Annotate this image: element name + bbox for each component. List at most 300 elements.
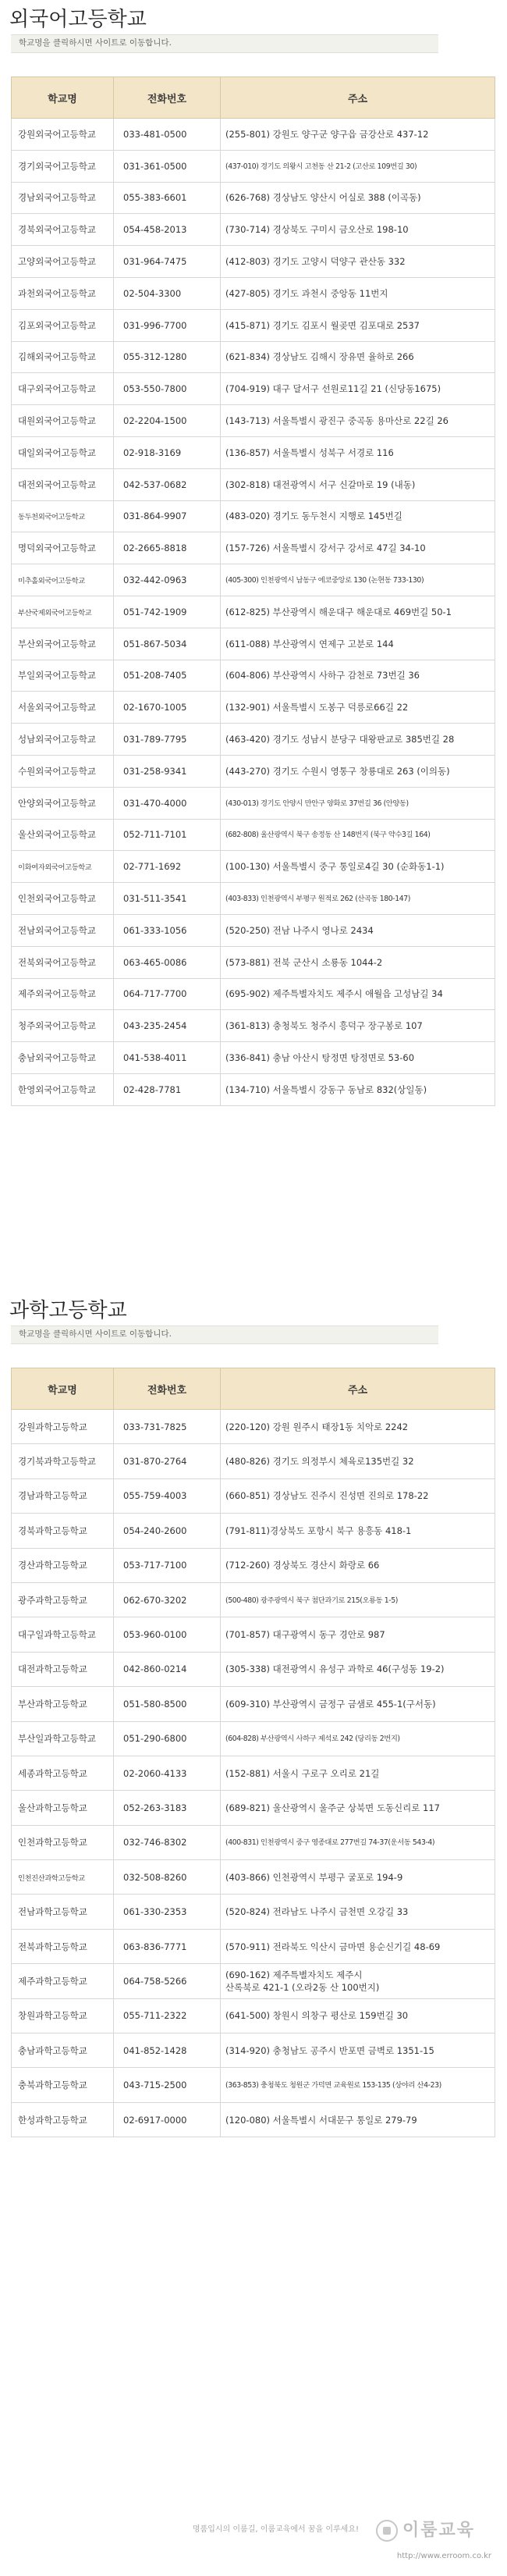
address-cell [221, 946, 495, 978]
address: (604-806) 부산광역시 사하구 감천로 73번길 36 [225, 670, 420, 681]
phone-number: 051-208-7405 [123, 670, 187, 681]
phone-number: 054-458-2013 [123, 224, 187, 236]
table-row [12, 692, 495, 724]
school-name-link-cell[interactable] [12, 1895, 114, 1929]
school-name-link[interactable]: 전남과학고등학교 [18, 1906, 87, 1918]
school-name-link[interactable]: 안양외국어고등학교 [18, 797, 96, 809]
table-row [12, 1687, 495, 1721]
school-name-link-cell[interactable] [12, 1929, 114, 1963]
address: (443-270) 경기도 수원시 영통구 창룡대로 263 (이의동) [225, 765, 450, 777]
school-name-link-cell[interactable] [12, 1652, 114, 1686]
school-name-link[interactable]: 부산국제외국어고등학교 [18, 608, 92, 617]
phone-number-cell [114, 660, 221, 692]
phone-number-cell [114, 532, 221, 564]
school-name-link-cell[interactable] [12, 1073, 114, 1105]
address-cell [221, 2068, 495, 2102]
phone-number: 051-580-8500 [123, 1698, 187, 1710]
table-row [12, 246, 495, 278]
address: (136-857) 서울특별시 성북구 서경로 116 [225, 447, 394, 458]
school-name-link[interactable]: 전북외국어고등학교 [18, 956, 96, 968]
school-name-link-cell[interactable] [12, 1617, 114, 1652]
table-row [12, 1756, 495, 1790]
phone-number: 031-870-2764 [123, 1456, 187, 1468]
school-name-link-cell[interactable] [12, 2102, 114, 2137]
address-cell [221, 119, 495, 151]
phone-number: 053-717-7100 [123, 1560, 187, 1571]
phone-number-cell [114, 2033, 221, 2068]
school-name-link-cell[interactable] [12, 1410, 114, 1444]
footer-url[interactable]: http://www.erroom.co.kr [396, 2552, 491, 2560]
phone-number-cell [114, 628, 221, 660]
header-phone: 전화번호 [114, 1368, 221, 1410]
phone-number-cell [114, 1721, 221, 1756]
school-name-link-cell[interactable] [12, 1687, 114, 1721]
phone-number: 055-312-1280 [123, 351, 187, 363]
header-school-name: 학교명 [12, 77, 114, 119]
address: (430-013) 경기도 안양시 만안구 양화로 37번길 36 (안양동) [225, 799, 409, 808]
address: (152-881) 서울시 구로구 오리로 21길 [225, 1767, 380, 1779]
address: (573-881) 전북 군산시 소룡동 1044-2 [225, 956, 383, 968]
address-cell [221, 309, 495, 341]
school-name-link[interactable]: 한성과학고등학교 [18, 2114, 87, 2126]
address-cell [221, 532, 495, 564]
phone-number: 02-771-1692 [123, 861, 182, 873]
phone-number-cell [114, 468, 221, 500]
phone-number: 061-330-2353 [123, 1906, 187, 1918]
school-name-link[interactable]: 울산외국어고등학교 [18, 829, 96, 841]
table-row [12, 1998, 495, 2033]
school-name-link-cell[interactable] [12, 532, 114, 564]
phone-number: 02-2665-8818 [123, 543, 187, 554]
school-name-link[interactable]: 전북과학고등학교 [18, 1941, 87, 1952]
school-name-link[interactable]: 부산일과학고등학교 [18, 1733, 96, 1745]
school-name-link[interactable]: 충남과학고등학교 [18, 2044, 87, 2056]
phone-number-cell [114, 2102, 221, 2137]
school-name-link-cell[interactable] [12, 628, 114, 660]
phone-number-cell [114, 500, 221, 532]
school-name-link-cell[interactable] [12, 1548, 114, 1582]
phone-number: 02-1670-1005 [123, 702, 187, 713]
school-name-link-cell[interactable] [12, 787, 114, 819]
school-name-link[interactable]: 전남외국어고등학교 [18, 924, 96, 936]
school-name-link[interactable]: 대구일과학고등학교 [18, 1629, 96, 1641]
school-name-link-cell[interactable] [12, 692, 114, 724]
school-name-link[interactable]: 대전과학고등학교 [18, 1663, 87, 1675]
address: (701-857) 대구광역시 동구 경안로 987 [225, 1629, 385, 1641]
section-subtitle-bar [11, 34, 438, 53]
address: (314-920) 충청남도 공주시 반포면 금벽로 1351-15 [225, 2044, 434, 2056]
phone-number-cell [114, 1860, 221, 1895]
phone-number: 031-361-0500 [123, 160, 187, 172]
address-cell [221, 564, 495, 596]
address-cell [221, 1929, 495, 1963]
phone-number: 031-864-9907 [123, 511, 187, 522]
address-cell [221, 883, 495, 915]
table-row [12, 819, 495, 851]
school-name-link[interactable]: 대전외국어고등학교 [18, 479, 96, 490]
school-name-link-cell[interactable] [12, 2033, 114, 2068]
school-name-link[interactable]: 인천외국어고등학교 [18, 893, 96, 905]
school-name-link[interactable]: 경기외국어고등학교 [18, 160, 96, 172]
phone-number-cell [114, 119, 221, 151]
table-header-row [12, 1368, 495, 1410]
table-row [12, 277, 495, 309]
phone-number: 051-742-1909 [123, 606, 187, 617]
address-cell [221, 436, 495, 468]
phone-number: 032-508-8260 [123, 1871, 187, 1883]
phone-number-cell [114, 246, 221, 278]
school-name-link-cell[interactable] [12, 246, 114, 278]
school-name-link-cell[interactable] [12, 150, 114, 182]
address-cell [221, 755, 495, 787]
table-row [12, 914, 495, 946]
phone-number: 031-258-9341 [123, 765, 187, 777]
school-name-link-cell[interactable] [12, 1010, 114, 1042]
phone-number-cell [114, 819, 221, 851]
phone-number: 055-759-4003 [123, 1490, 187, 1502]
address-cell [221, 341, 495, 373]
school-name-link[interactable]: 경남과학고등학교 [18, 1490, 87, 1502]
school-name-link[interactable]: 제주과학고등학교 [18, 1975, 87, 1987]
phone-number-cell [114, 1617, 221, 1652]
address-cell [221, 851, 495, 883]
school-name-link[interactable]: 부일외국어고등학교 [18, 670, 96, 681]
address: (336-841) 충남 아산시 탕정면 탕정면로 53-60 [225, 1052, 415, 1063]
school-name-link-cell[interactable] [12, 1825, 114, 1859]
phone-number: 032-746-8302 [123, 1837, 187, 1848]
school-name-link[interactable]: 김포외국어고등학교 [18, 319, 96, 331]
phone-number: 052-711-7101 [123, 829, 187, 841]
phone-number-cell [114, 596, 221, 628]
phone-number-cell [114, 946, 221, 978]
phone-number-cell [114, 755, 221, 787]
phone-number: 031-964-7475 [123, 256, 187, 268]
school-name-link[interactable]: 명덕외국어고등학교 [18, 543, 96, 554]
phone-number: 043-715-2500 [123, 2080, 187, 2091]
school-name-link[interactable]: 한영외국어고등학교 [18, 1083, 96, 1095]
school-name-link[interactable]: 경산과학고등학교 [18, 1560, 87, 1571]
address: (520-250) 전남 나주시 영나로 2434 [225, 924, 374, 936]
table-row [12, 1860, 495, 1895]
address: (682-808) 울산광역시 북구 송정동 산 148번지 (북구 약수3길 164) [225, 831, 431, 840]
school-name-link-cell[interactable] [12, 2068, 114, 2102]
school-name-link[interactable]: 경북외국어고등학교 [18, 224, 96, 236]
phone-number-cell [114, 1010, 221, 1042]
school-name-link[interactable]: 대원외국어고등학교 [18, 415, 96, 427]
address: (570-911) 전라북도 익산시 금마면 용순신기길 48-69 [225, 1941, 441, 1952]
school-name-link[interactable]: 성남외국어고등학교 [18, 734, 96, 745]
phone-number-cell [114, 1444, 221, 1478]
phone-number-cell [114, 405, 221, 437]
address-cell [221, 1721, 495, 1756]
school-name-link[interactable]: 울산과학고등학교 [18, 1802, 87, 1813]
table-row [12, 787, 495, 819]
erroom-logo[interactable] [376, 2515, 493, 2546]
address-cell [221, 1687, 495, 1721]
address-cell [221, 1652, 495, 1686]
school-name-link[interactable]: 충북과학고등학교 [18, 2080, 87, 2091]
table-row [12, 1652, 495, 1686]
school-name-link[interactable]: 김해외국어고등학교 [18, 351, 96, 363]
address: (134-710) 서울특별시 강동구 동남로 832(상일동) [225, 1083, 427, 1095]
address-cell [221, 277, 495, 309]
school-name-link-cell[interactable] [12, 1791, 114, 1825]
school-name-link-cell[interactable] [12, 978, 114, 1010]
address: (463-420) 경기도 성남시 분당구 대왕판교로 385번길 28 [225, 734, 455, 745]
school-name-link-cell[interactable] [12, 1964, 114, 1998]
table-row [12, 2102, 495, 2137]
phone-number: 054-240-2600 [123, 1525, 187, 1536]
phone-number-cell [114, 914, 221, 946]
address-cell [221, 500, 495, 532]
school-name-link-cell[interactable] [12, 373, 114, 405]
address: (611-088) 부산광역시 연제구 고분로 144 [225, 638, 394, 649]
address-cell [221, 405, 495, 437]
school-name-link-cell[interactable] [12, 277, 114, 309]
section-subtitle: 학교명을 클릭하시면 사이트로 이동합니다. [19, 38, 172, 48]
table-row [12, 1825, 495, 1859]
address: (120-080) 서울특별시 서대문구 통일로 279-79 [225, 2114, 417, 2126]
school-name-link-cell[interactable] [12, 914, 114, 946]
address-cell [221, 2033, 495, 2068]
address-cell [221, 1548, 495, 1582]
phone-number: 063-465-0086 [123, 956, 187, 968]
table-row [12, 1514, 495, 1548]
table-row [12, 978, 495, 1010]
phone-number-cell [114, 1756, 221, 1790]
school-name-link[interactable]: 미추홀외국어고등학교 [18, 577, 85, 586]
phone-number-cell [114, 1478, 221, 1513]
table-row [12, 341, 495, 373]
phone-number: 052-263-3183 [123, 1802, 187, 1813]
address: (791-811)경상북도 포항시 북구 용흥동 418-1 [225, 1525, 412, 1536]
school-name-link-cell[interactable] [12, 724, 114, 756]
table-row [12, 119, 495, 151]
phone-number: 02-2060-4133 [123, 1767, 187, 1779]
address: (621-834) 경상남도 김해시 장유면 율하로 266 [225, 351, 414, 363]
table-row [12, 1791, 495, 1825]
phone-number-cell [114, 724, 221, 756]
address-cell [221, 182, 495, 214]
table-row [12, 1410, 495, 1444]
phone-number-cell [114, 1652, 221, 1686]
phone-number: 042-537-0682 [123, 479, 187, 490]
phone-number-cell [114, 1998, 221, 2033]
phone-number-cell [114, 341, 221, 373]
table-row [12, 309, 495, 341]
school-name-link[interactable]: 부산과학고등학교 [18, 1698, 87, 1710]
school-name-link-cell[interactable] [12, 596, 114, 628]
foreign-language-school-table [11, 76, 495, 1106]
school-name-link[interactable]: 충남외국어고등학교 [18, 1052, 96, 1063]
school-name-link[interactable]: 경남외국어고등학교 [18, 192, 96, 204]
address: (302-818) 대전광역시 서구 신갈마로 19 (내동) [225, 479, 416, 490]
address: (415-871) 경기도 김포시 월곶면 김포대로 2537 [225, 319, 420, 331]
address-cell [221, 150, 495, 182]
table-row [12, 1721, 495, 1756]
school-name-link[interactable]: 청주외국어고등학교 [18, 1020, 96, 1032]
school-name-link-cell[interactable] [12, 309, 114, 341]
table-row [12, 660, 495, 692]
address: (403-866) 인천광역시 부평구 굴포로 194-9 [225, 1871, 403, 1883]
school-name-link-cell[interactable] [12, 405, 114, 437]
phone-number-cell [114, 1895, 221, 1929]
school-name-link[interactable]: 제주외국어고등학교 [18, 988, 96, 1000]
address-cell [221, 978, 495, 1010]
school-name-link[interactable]: 고양외국어고등학교 [18, 256, 96, 268]
address: (480-826) 경기도 의정부시 체육로135번길 32 [225, 1456, 414, 1468]
address-cell [221, 1042, 495, 1074]
address-cell [221, 787, 495, 819]
school-name-link[interactable]: 인천진산과학고등학교 [18, 1873, 85, 1883]
table-row [12, 851, 495, 883]
phone-number: 031-996-7700 [123, 319, 187, 331]
table-row [12, 1010, 495, 1042]
school-name-link[interactable]: 세종과학고등학교 [18, 1767, 87, 1779]
school-name-link-cell[interactable] [12, 1444, 114, 1478]
section-title: 외국어고등학교 [9, 8, 147, 31]
school-name-link-cell[interactable] [12, 1478, 114, 1513]
address-cell [221, 1073, 495, 1105]
table-row [12, 1444, 495, 1478]
school-name-link[interactable]: 인천과학고등학교 [18, 1837, 87, 1848]
table-row [12, 436, 495, 468]
address: (604-828) 부산광역시 사하구 제석로 242 (당리동 2번지) [225, 1735, 400, 1744]
address: (157-726) 서울특별시 강서구 강서로 47길 34-10 [225, 543, 426, 554]
school-name-link[interactable]: 대구외국어고등학교 [18, 383, 96, 395]
school-name-link[interactable]: 과천외국어고등학교 [18, 287, 96, 299]
table-row [12, 1929, 495, 1963]
phone-number-cell [114, 182, 221, 214]
address: (361-813) 충청북도 청주시 흥덕구 장구봉로 107 [225, 1020, 423, 1032]
school-name-link-cell[interactable] [12, 500, 114, 532]
phone-number: 033-481-0500 [123, 128, 187, 140]
school-name-link[interactable]: 서울외국어고등학교 [18, 702, 96, 713]
phone-number: 063-836-7771 [123, 1941, 187, 1952]
address-cell [221, 1791, 495, 1825]
school-name-link-cell[interactable] [12, 1514, 114, 1548]
school-name-link[interactable]: 수원외국어고등학교 [18, 765, 96, 777]
address: (626-768) 경상남도 양산시 어실로 388 (이곡동) [225, 192, 421, 204]
school-name-link-cell[interactable] [12, 1042, 114, 1074]
school-name-link[interactable]: 강원외국어고등학교 [18, 128, 96, 140]
school-name-link-cell[interactable] [12, 1756, 114, 1790]
address-cell [221, 2102, 495, 2137]
school-name-link-cell[interactable] [12, 214, 114, 246]
phone-number: 053-550-7800 [123, 383, 187, 395]
phone-number: 055-711-2322 [123, 2010, 187, 2022]
school-name-link-cell[interactable] [12, 819, 114, 851]
table-row [12, 946, 495, 978]
address: (100-130) 서울특별시 중구 통일로4길 30 (순화동1-1) [225, 861, 445, 873]
phone-number: 031-789-7795 [123, 734, 187, 745]
phone-number-cell [114, 309, 221, 341]
school-name-link[interactable]: 대일외국어고등학교 [18, 447, 96, 458]
school-name-link[interactable]: 경기북과학고등학교 [18, 1456, 96, 1468]
footer-slogan: 명품입시의 이룸길, 이룸교육에서 꿈을 이루세요! [192, 2525, 359, 2534]
school-name-link[interactable]: 광주과학고등학교 [18, 1594, 87, 1606]
school-name-link-cell[interactable] [12, 468, 114, 500]
address-cell [221, 246, 495, 278]
school-name-link-cell[interactable] [12, 436, 114, 468]
school-name-link-cell[interactable] [12, 755, 114, 787]
school-name-link-cell[interactable] [12, 946, 114, 978]
address: (730-714) 경상북도 구미시 금오산로 198-10 [225, 224, 409, 236]
address-cell [221, 1825, 495, 1859]
school-name-link[interactable]: 동두천외국어고등학교 [18, 513, 85, 522]
school-name-link-cell[interactable] [12, 883, 114, 915]
address-cell [221, 660, 495, 692]
table-row [12, 883, 495, 915]
phone-number: 02-504-3300 [123, 287, 182, 299]
phone-number: 02-2204-1500 [123, 415, 187, 427]
school-name-link-cell[interactable] [12, 660, 114, 692]
address-cell [221, 1582, 495, 1617]
table-row [12, 755, 495, 787]
footer [0, 2512, 507, 2576]
address: (704-919) 대구 달서구 선원로11길 21 (신당동1675) [225, 383, 441, 395]
phone-number: 02-918-3169 [123, 447, 182, 458]
address: (437-010) 경기도 의왕시 고천동 산 21-2 (고산로 109번길 30) [225, 162, 417, 171]
table-row [12, 724, 495, 756]
table-row [12, 2068, 495, 2102]
address-cell [221, 914, 495, 946]
phone-number: 053-960-0100 [123, 1629, 187, 1641]
phone-number-cell [114, 373, 221, 405]
address: (305-338) 대전광역시 유성구 과학로 46(구성동 19-2) [225, 1663, 445, 1675]
school-name-link[interactable]: 창원과학고등학교 [18, 2010, 87, 2022]
address: (695-902) 제주특별자치도 제주시 애월읍 고성남길 34 [225, 988, 443, 1000]
table-row [12, 564, 495, 596]
school-name-link-cell[interactable] [12, 341, 114, 373]
school-name-link-cell[interactable] [12, 119, 114, 151]
school-name-link[interactable]: 경북과학고등학교 [18, 1525, 87, 1536]
table-row [12, 1895, 495, 1929]
logo-mark-icon [376, 2520, 398, 2542]
table-row [12, 596, 495, 628]
school-name-link-cell[interactable] [12, 851, 114, 883]
phone-number: 031-511-3541 [123, 893, 187, 905]
phone-number-cell [114, 851, 221, 883]
school-name-link-cell[interactable] [12, 1721, 114, 1756]
table-row [12, 2033, 495, 2068]
table-row [12, 500, 495, 532]
school-name-link-cell[interactable] [12, 1582, 114, 1617]
school-name-link[interactable]: 부산외국어고등학교 [18, 638, 96, 649]
table-row [12, 182, 495, 214]
school-name-link-cell[interactable] [12, 1998, 114, 2033]
header-school-name: 학교명 [12, 1368, 114, 1410]
school-name-link-cell[interactable] [12, 1860, 114, 1895]
phone-number: 042-860-0214 [123, 1663, 187, 1675]
section-subtitle: 학교명을 클릭하시면 사이트로 이동합니다. [19, 1329, 172, 1339]
table-row [12, 468, 495, 500]
address: (412-803) 경기도 고양시 덕양구 관산동 332 [225, 256, 406, 268]
address-cell [221, 1964, 495, 1998]
address: (363-853) 충청북도 청원군 가덕면 교육원로 153-135 (상야리 산4-23) [225, 2081, 441, 2090]
school-name-link-cell[interactable] [12, 564, 114, 596]
address-cell [221, 1756, 495, 1790]
logo-text: 이룸교육 [402, 2521, 476, 2540]
school-name-link[interactable]: 이화여자외국어고등학교 [18, 863, 92, 873]
table-row [12, 214, 495, 246]
school-name-link[interactable]: 강원과학고등학교 [18, 1421, 87, 1432]
phone-number-cell [114, 1042, 221, 1074]
address-cell [221, 1410, 495, 1444]
address-cell [221, 1514, 495, 1548]
school-name-link-cell[interactable] [12, 182, 114, 214]
table-row [12, 1964, 495, 1998]
